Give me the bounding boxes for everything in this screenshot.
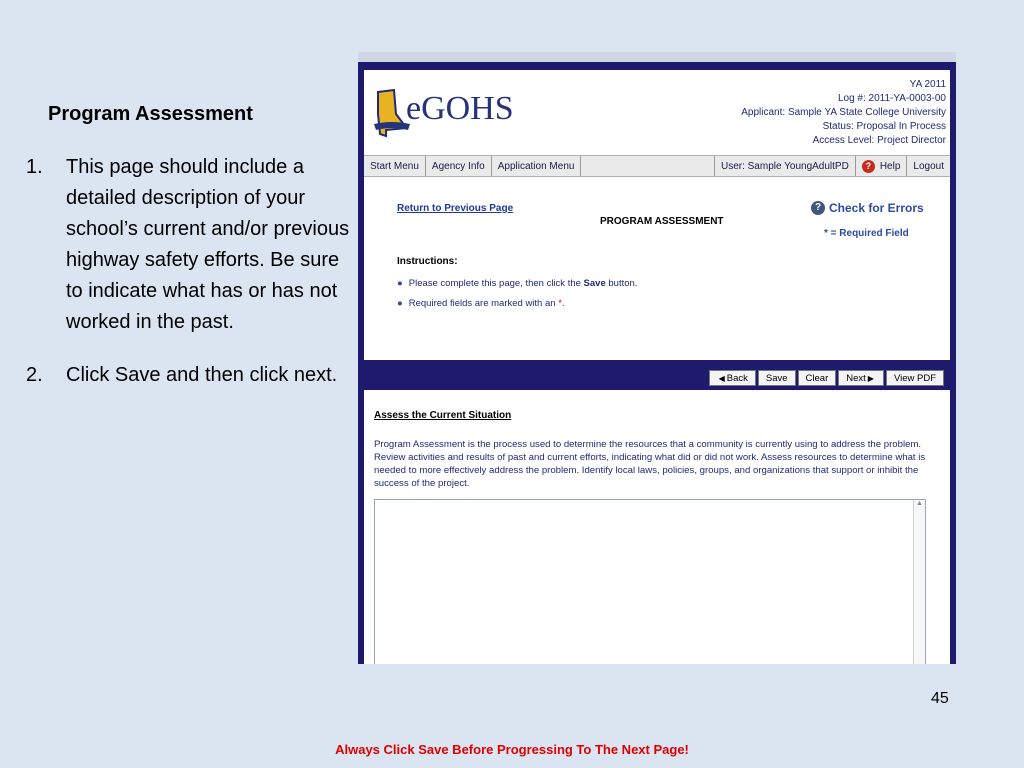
app-screenshot [358, 52, 956, 664]
question-icon: ? [811, 201, 825, 215]
instruction-bullet-1 [397, 274, 637, 294]
logo-text: eGOHS [406, 90, 514, 127]
clear-button[interactable]: Clear [798, 370, 837, 386]
scroll-up-icon[interactable]: ▲ [916, 500, 923, 507]
instruction-item-2 [26, 360, 351, 391]
instruction-text: This page should include a detailed description of your school’s current and/or previous highway safety efforts. Be sure to indicate what has or has not worked in the past. [66, 156, 350, 333]
back-label: Back [726, 372, 748, 384]
bullet-bold: Save [583, 278, 606, 289]
bullet-icon: ● [397, 278, 403, 289]
bullet-text: Required fields are marked with an [408, 298, 559, 309]
slide-number: 45 [931, 690, 949, 707]
menu-application[interactable]: Application Menu [492, 156, 582, 176]
page-intro [364, 178, 950, 360]
slide-title: Program Assessment [48, 103, 253, 125]
app-window [364, 70, 950, 664]
current-user: User: Sample YoungAdultPD [715, 156, 856, 176]
check-errors-label: Check for Errors [829, 201, 924, 215]
arrow-right-icon: ▶ [867, 373, 874, 383]
instruction-number: 2. [26, 364, 43, 386]
section-description: Program Assessment is the process used to determine the resources that a community is currently using to address the problem. Review activities and results of past and current efforts, indicating what did or did not work. Assess resources to determine what is needed to more effectively address the problem. Identify local laws, policies, groups, and organizations that support or inhibit the success of the project. [374, 439, 926, 489]
bullet-icon: ● [397, 298, 403, 309]
menu-spacer [581, 156, 715, 176]
check-errors-link[interactable] [811, 201, 924, 215]
app-header [364, 70, 950, 155]
next-button[interactable] [838, 370, 884, 386]
action-toolbar [364, 360, 950, 390]
bullet-text: button. [605, 278, 638, 289]
log-number: Log #: 2011-YA-0003-00 [837, 93, 946, 104]
next-label: Next [846, 372, 866, 384]
required-field-note: * = Required Field [824, 228, 909, 239]
application-info [741, 78, 946, 148]
return-previous-link[interactable]: Return to Previous Page [397, 203, 514, 214]
applicant: Applicant: Sample YA State College University [741, 107, 946, 118]
help-icon: ? [862, 160, 875, 173]
view-pdf-button[interactable]: View PDF [886, 370, 944, 386]
section-title: Assess the Current Situation [374, 410, 512, 421]
menu-agency-info[interactable]: Agency Info [426, 156, 492, 176]
instructions-heading: Instructions: [397, 256, 458, 267]
help-button[interactable] [856, 156, 908, 176]
instruction-list [26, 152, 351, 391]
required-star: * [558, 298, 562, 309]
instructions-list [397, 274, 637, 314]
assessment-textarea[interactable] [374, 499, 926, 664]
logout-button[interactable]: Logout [913, 160, 944, 172]
arrow-left-icon: ◀ [718, 373, 725, 383]
menu-start[interactable]: Start Menu [364, 156, 426, 176]
help-label: Help [879, 160, 901, 172]
menu-bar [364, 155, 950, 177]
instruction-number: 1. [26, 156, 43, 178]
status: Status: Proposal In Process [822, 121, 946, 132]
textarea-scrollbar[interactable] [913, 500, 925, 664]
page-heading: PROGRAM ASSESSMENT [600, 216, 724, 227]
grant-year: YA 2011 [909, 79, 946, 90]
assessment-section [368, 392, 944, 664]
instruction-item-1 [26, 152, 351, 338]
save-button[interactable]: Save [758, 370, 796, 386]
bullet-text: . [561, 298, 565, 309]
egohs-logo [372, 84, 514, 142]
access-level: Access Level: Project Director [812, 135, 946, 146]
back-button[interactable] [709, 370, 756, 386]
instruction-bullet-2 [397, 294, 637, 314]
bullet-text: Please complete this page, then click the [408, 278, 584, 289]
footer-reminder: Always Click Save Before Progressing To The Next Page! [335, 742, 689, 757]
instruction-text: Click Save and then click next. [66, 364, 338, 386]
